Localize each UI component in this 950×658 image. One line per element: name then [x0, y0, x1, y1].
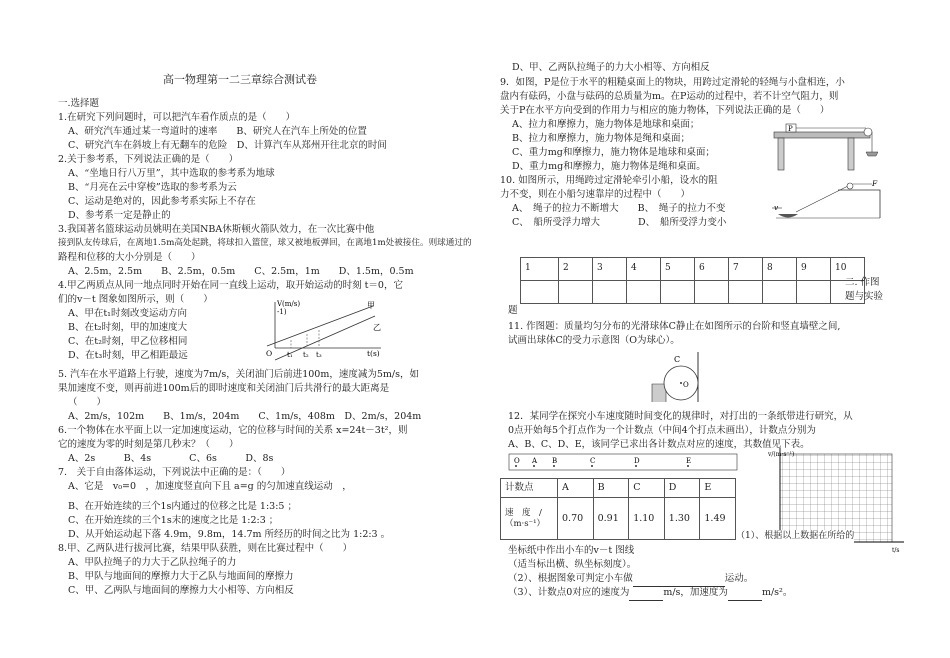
q3-line3: 路程和位移的大小分别是（ ） [58, 252, 201, 263]
q3-options: A、2.5m，2.5m B、2.5m，0.5m C、2.5m，1m D、1.5m，0.5m [68, 266, 414, 277]
tape-dot [591, 465, 593, 467]
tape-label-e: E [686, 457, 692, 465]
q12-part2 [508, 572, 753, 587]
vt-t3: t₃ [316, 351, 322, 359]
vt-origin: O [266, 349, 273, 358]
tape-label-d: D [634, 457, 640, 465]
table-row-label: 速 度 /（m·s⁻¹） [501, 498, 558, 540]
q12-motion-blank[interactable] [633, 572, 725, 587]
q5-line3: （ ） [68, 397, 107, 408]
q12-part3-text-c: m/s²。 [761, 587, 793, 598]
answer-input-cell[interactable] [627, 281, 661, 304]
section2-heading-1: 二. 作图 [845, 277, 880, 288]
q12-part1-b: 坐标纸中作出小车的v－t 图线 [508, 545, 635, 556]
q9-option-c: C、重力mg和摩擦力，施力物体是地球和桌面； [512, 147, 715, 158]
vt-t2: t₂ [303, 351, 309, 359]
q8-option-c: C、甲、乙两队与地面间的摩擦力大小相等、方向相反 [68, 585, 294, 596]
answer-input-cell[interactable] [797, 281, 831, 304]
q12-part3-text-a: （3）、计数点0对应的速度为 [508, 587, 630, 598]
vt-ylabel2: -1) [277, 308, 287, 316]
boat-velocity-label: v [774, 203, 779, 212]
grid-area [780, 454, 892, 542]
q4-option-d: D、在t₃时刻，甲乙相距最远 [68, 350, 188, 361]
q2-option-c: C、运动是绝对的，因此参考系实际上不存在 [68, 196, 256, 207]
q12-part3 [508, 586, 792, 601]
q4-line1: 4.甲乙两质点从同一地点同时开始在同一直线上运动，取开始运动的时刻 t＝0，它 [58, 280, 403, 291]
q12-part3-text-b: m/s，加速度为 [663, 587, 728, 598]
q12-part1-c: （适当标出横、纵坐标刻度）。 [508, 559, 637, 570]
shore-pulley [847, 183, 853, 189]
table-value-cell: 1.49 [700, 498, 736, 540]
q1-stem: 1.在研究下列问题时，可以把汽车看作质点的是（ ） [58, 112, 296, 123]
q12-acceleration-blank[interactable] [728, 586, 762, 601]
answer-cell-label: 8 [763, 258, 797, 281]
table-value-cell: 1.10 [629, 498, 665, 540]
q8-option-d: D、甲、乙两队拉绳子的力大小相等、方向相反 [512, 62, 710, 73]
table-header-cell: D [664, 479, 700, 498]
q4-option-a: A、甲在t₁时刻改变运动方向 [68, 308, 187, 319]
answer-input-cell[interactable] [559, 281, 593, 304]
q12-line2: 0点开始每5个打点作为一个计数点（中间4个打点未画出），计数点分别为 [508, 425, 816, 436]
q4-option-c: C、在t₂时刻，甲乙位移相同 [68, 336, 188, 347]
pan [866, 152, 878, 156]
q5-options: A、2m/s，102m B、1m/s，204m C、1m/s，408m D、2m/s，204m [68, 411, 422, 422]
tape-label-c: C [590, 457, 596, 465]
q12-initial-velocity-blank[interactable] [629, 586, 663, 601]
q9-line1: 9．如图，P是位于水平的粗糙桌面上的物块，用跨过定滑轮的轻绳与小盘相连，小 [500, 77, 845, 88]
q6-line1: 6.一个物体在水平面上以一定加速度运动，它的位移与时间的关系 x=24t－3t²，则 [58, 425, 408, 436]
answer-cell-label: 5 [661, 258, 695, 281]
block-p-label: P [788, 125, 793, 133]
ball-center-label: O [683, 381, 689, 389]
q11-line1: 11. 作图题：质量均匀分布的光滑球体C静止在如图所示的台阶和竖直墙壁之间, [508, 321, 841, 332]
q9-table-pulley-diagram [768, 118, 878, 173]
q10-options-ab: A、 绳子的拉力不断增大 B、 绳子的拉力不变 [512, 203, 726, 214]
table-value-cell: 0.70 [558, 498, 594, 540]
tape-label-o: O [514, 457, 520, 465]
answer-cell-label: 1 [521, 258, 559, 281]
q12-line1: 12．某同学在探究小车速度随时间变化的规律时，对打出的一条纸带进行研究，从 [508, 411, 853, 422]
table-header-cell: E [700, 479, 736, 498]
step [652, 384, 666, 402]
q2-option-b: B、“月亮在云中穿梭”选取的参考系为云 [68, 182, 237, 193]
vt-xlabel: t(s) [367, 349, 380, 358]
velocity-table [500, 478, 736, 540]
q12-part2-end: 运动。 [724, 573, 754, 584]
q9-option-a: A、拉力和摩擦力，施力物体是地球和桌面； [512, 119, 700, 130]
q10-boat-diagram [768, 178, 888, 226]
tape-outline [509, 454, 737, 470]
table-value-cell: 0.91 [593, 498, 629, 540]
q6-options: A、2s B、4s C、6s D、8s [68, 453, 274, 464]
answer-cell-label: 3 [593, 258, 627, 281]
q10-line2: 力不变，则在小船匀速靠岸的过程中（ ） [500, 189, 691, 200]
section2-heading-3: 题 [508, 305, 518, 316]
q6-line2: 它的速度为零的时刻是第几秒末？（ ） [58, 439, 239, 450]
q5-line1: 5. 汽车在水平道路上行驶，速度为7m/s，关闭油门后前进100m，速度减为5m/s，如 [58, 369, 419, 380]
q9-line3: 关于P在水平方向受到的作用力与相应的施力物体，下列说法正确的是（ ） [500, 105, 830, 116]
answer-cell-label: 9 [797, 258, 831, 281]
q3-line1: 3.我国著名篮球运动员姚明在美国NBA休斯顿火箭队效力，在一次比赛中他 [58, 224, 375, 235]
q7-stem: 7. 关于自由落体运动，下列说法中正确的是：（ ） [58, 467, 291, 478]
answer-input-cell[interactable] [763, 281, 797, 304]
tape-dot [553, 465, 555, 467]
q8-option-a: A、甲队拉绳子的力大于乙队拉绳子的力 [68, 557, 237, 568]
force-f-label: F [872, 179, 878, 188]
answer-input-cell[interactable] [661, 281, 695, 304]
answer-cell-label: 7 [729, 258, 763, 281]
grid-ylabel: v/(m·s⁻¹) [768, 451, 795, 458]
ball-c-label: C [674, 355, 681, 364]
vt-label-yi: 乙 [373, 323, 381, 332]
vt-t1: t₁ [287, 351, 293, 359]
q2-stem: 2.关于参考系，下列说法正确的是（ ） [58, 154, 239, 165]
q9-line2: 盘内有砝码，小盘与砝码的总质量为m。在P运动的过程中，若不计空气阻力，则 [500, 91, 839, 102]
page-title: 高一物理第一二三章综合测试卷 [163, 73, 317, 86]
q1-options-cd: C、研究汽车在斜坡上有无翻车的危险 D、计算汽车从郑州开往北京的时间 [68, 140, 387, 151]
answer-input-cell[interactable] [695, 281, 729, 304]
q4-option-b: B、在t₂时刻，甲的加速度大 [68, 322, 188, 333]
q9-option-b: B、拉力和摩擦力，施力物体是绳和桌面； [512, 133, 690, 144]
q10-options-cd: C、 船所受浮力增大 D、 船所受浮力变小 [512, 217, 727, 228]
answer-input-cell[interactable] [521, 281, 559, 304]
q11-line2: 试画出球体C的受力示意图（O为球心）。 [508, 335, 680, 346]
vt-label-jia: 甲 [367, 301, 375, 310]
table-leg-left [778, 138, 784, 170]
boat [778, 214, 798, 218]
q4-line2: 们的v－t 图象如图所示，则（ ） [58, 294, 213, 305]
q7-option-d: D、从开始运动起下落 4.9m，9.8m，14.7m 所经历的时间之比为 1:2:3 。 [68, 529, 391, 540]
q8-stem: 8.甲、乙两队进行拔河比赛，结果甲队获胜，则在比赛过程中（ ） [58, 543, 353, 554]
q2-option-d: D、参考系一定是静止的 [68, 210, 171, 221]
shore [838, 190, 880, 218]
q2-option-a: A、“坐地日行八万里”，其中选取的参考系为地球 [68, 168, 275, 179]
q8-option-b: B、甲队与地面间的摩擦力大于乙队与地面间的摩擦力 [68, 571, 294, 582]
vt-ylabel: V(m/s) [277, 300, 301, 308]
q12-part1-a: （1）、根据以上数据在所给的 [736, 530, 854, 544]
answer-cell-label: 10 [831, 258, 865, 281]
q9-option-d: D、重力mg和摩擦力，施力物体是绳和桌面。 [512, 161, 706, 172]
tape-dot [687, 465, 689, 467]
table-header-cell: A [558, 479, 594, 498]
section-choice-heading: 一.选择题 [58, 98, 100, 109]
tape-dot [635, 465, 637, 467]
grid-xlabel: t/s [892, 547, 900, 554]
q12-line3: A、B、C、D、E，该同学已求出各计数点对应的速度，其数值见下表。 [508, 439, 810, 450]
section2-heading-2: 题与实验 [845, 291, 884, 302]
tape-label-b: B [552, 457, 558, 465]
tape-label-a: A [532, 457, 538, 465]
q5-line2: 果加速度不变，则再前进100m后的即时速度和关闭油门后共滑行的最大距离是 [58, 383, 390, 394]
table-header-cell: B [593, 479, 629, 498]
ball-center [680, 382, 682, 384]
q1-options-ab: A、研究汽车通过某一弯道时的速率 B、研究人在汽车上所处的位置 [68, 126, 367, 137]
answer-cell-label: 2 [559, 258, 593, 281]
q12-paper-tape [508, 450, 738, 476]
tape-dot [533, 465, 535, 467]
table-value-cell: 1.30 [664, 498, 700, 540]
answer-grid [520, 257, 865, 304]
table-header-cell: 计数点 [501, 479, 558, 498]
pulley [864, 128, 872, 136]
q10-line1: 10. 如图所示，用绳跨过定滑轮牵引小船，设水的阻 [500, 175, 718, 186]
q12-part2-text: （2）、根据图象可判定小车做 [508, 573, 633, 584]
q7-option-a: A、它是 v₀=0 ，加速度竖直向下且 a=g 的匀加速直线运动 ， [68, 481, 352, 492]
table-leg-right [848, 138, 854, 170]
tape-dot [515, 465, 517, 467]
q7-option-c: C、在开始连续的三个1s末的速度之比是 1:2:3 ； [68, 515, 279, 526]
table-header-cell: C [629, 479, 665, 498]
answer-cell-label: 4 [627, 258, 661, 281]
q11-ball-step-diagram [648, 350, 708, 404]
answer-cell-label: 6 [695, 258, 729, 281]
q7-option-b: B、在开始连续的三个1s内通过的位移之比是 1:3:5 ； [68, 501, 297, 512]
q3-line2: 接到队友传球后，在离地1.5m高处起跳，将球扣入篮筐，球又被地板弹回，在离地1m处被接住。则球通过的 [58, 238, 472, 248]
answer-input-cell[interactable] [593, 281, 627, 304]
q4-vt-graph [263, 298, 393, 364]
answer-input-cell[interactable] [729, 281, 763, 304]
